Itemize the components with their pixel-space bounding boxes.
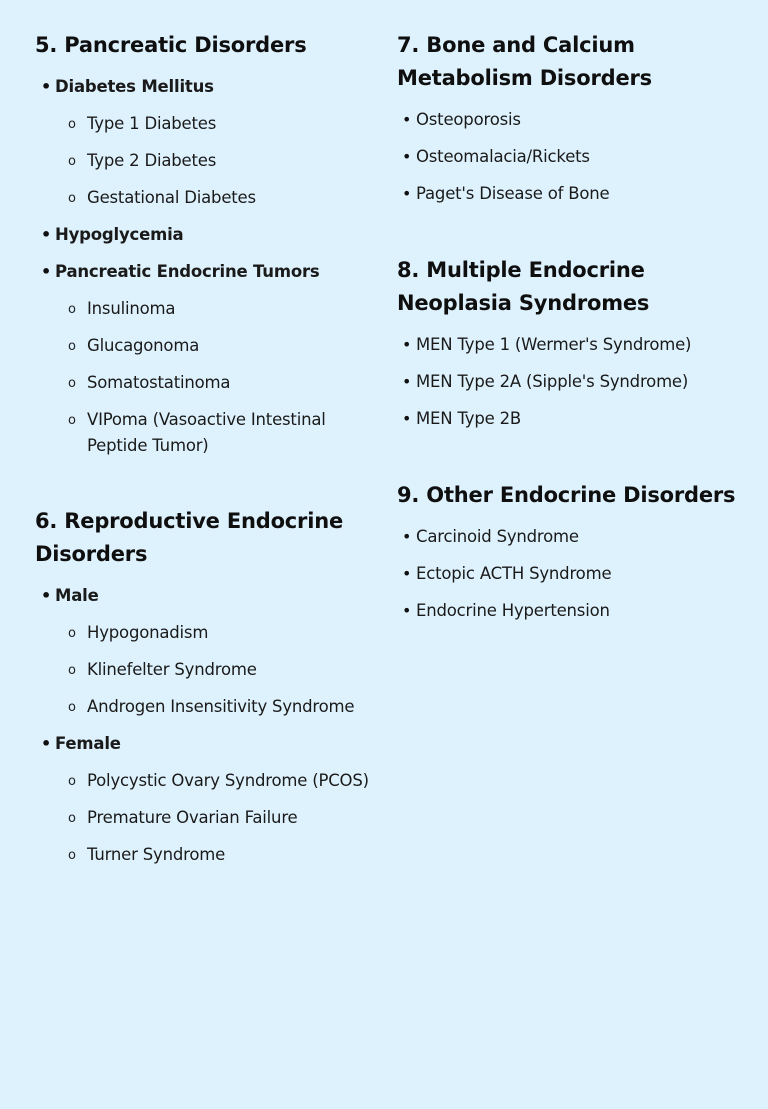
item-label: Insulinoma: [87, 299, 176, 318]
item-label: MEN Type 2A (Sipple's Syndrome): [416, 372, 689, 391]
list-item-vipoma: [68, 407, 326, 459]
list-item-hypoglycemia: [41, 222, 184, 248]
item-label: MEN Type 1 (Wermer's Syndrome): [416, 335, 692, 354]
item-label: Osteoporosis: [416, 110, 521, 129]
item-label: Hypoglycemia: [55, 225, 184, 244]
bullet-icon: •: [402, 601, 412, 620]
item-label: Endocrine Hypertension: [416, 601, 610, 620]
sub-bullet-icon: o: [68, 626, 76, 641]
list-item-hypogonadism: [68, 620, 209, 646]
bullet-icon: •: [402, 564, 412, 583]
list-item-carcinoid: [402, 524, 579, 550]
bullet-icon: •: [41, 262, 52, 281]
sub-bullet-icon: o: [68, 302, 76, 317]
list-item-endocrine-hypertension: [402, 598, 610, 624]
title-line2: Metabolism Disorders: [397, 66, 652, 90]
list-item-premature-ovarian-failure: [68, 805, 298, 831]
list-item-androgen-insensitivity: [68, 694, 355, 720]
sub-bullet-icon: o: [68, 191, 76, 206]
title-line2: Disorders: [35, 542, 148, 566]
list-item-female: [41, 731, 121, 757]
title-line1: 8. Multiple Endocrine: [397, 258, 645, 282]
list-item-diabetes-mellitus: [41, 74, 214, 100]
sub-bullet-icon: o: [68, 700, 76, 715]
item-label-line1: VIPoma (Vasoactive Intestinal: [87, 410, 326, 429]
section-title-other: 9. Other Endocrine Disorders: [397, 483, 736, 507]
title-line1: 6. Reproductive Endocrine: [35, 509, 343, 533]
sub-bullet-icon: o: [68, 663, 76, 678]
item-label: Ectopic ACTH Syndrome: [416, 564, 612, 583]
item-label: MEN Type 2B: [416, 409, 522, 428]
bullet-icon: •: [402, 527, 412, 546]
item-label: Polycystic Ovary Syndrome (PCOS): [87, 771, 369, 790]
item-label: Turner Syndrome: [87, 845, 226, 864]
list-item-male: [41, 583, 99, 609]
item-label: Glucagonoma: [87, 336, 200, 355]
item-label: Paget's Disease of Bone: [416, 184, 610, 203]
list-item-glucagonoma: [68, 333, 200, 359]
list-item-somatostatinoma: [68, 370, 231, 396]
bullet-icon: •: [41, 225, 52, 244]
list-item-pancreatic-tumors: [41, 259, 320, 285]
item-label: Pancreatic Endocrine Tumors: [55, 262, 320, 281]
bullet-icon: •: [402, 147, 412, 166]
bullet-icon: •: [402, 184, 412, 203]
sub-bullet-icon: o: [68, 774, 76, 789]
list-item-pcos: [68, 768, 369, 794]
item-label: Androgen Insensitivity Syndrome: [87, 697, 355, 716]
list-item-insulinoma: [68, 296, 176, 322]
title-line2: Neoplasia Syndromes: [397, 291, 650, 315]
list-item-men2b: [402, 406, 522, 432]
list-item-men2a: [402, 369, 689, 395]
item-label: Male: [55, 586, 99, 605]
bullet-icon: •: [402, 409, 412, 428]
title-line1: 7. Bone and Calcium: [397, 33, 635, 57]
bullet-icon: •: [41, 77, 52, 96]
section-title-men: [397, 254, 649, 320]
sub-bullet-icon: o: [68, 811, 76, 826]
item-label: Gestational Diabetes: [87, 188, 256, 207]
item-label: Type 1 Diabetes: [87, 114, 217, 133]
list-item-osteomalacia: [402, 144, 590, 170]
bullet-icon: •: [402, 372, 412, 391]
bullet-icon: •: [402, 335, 412, 354]
sub-bullet-icon: o: [68, 413, 76, 428]
item-label: Klinefelter Syndrome: [87, 660, 257, 679]
section-title-reproductive: [35, 505, 343, 571]
sub-bullet-icon: o: [68, 376, 76, 391]
list-item-ectopic-acth: [402, 561, 612, 587]
item-label: Somatostatinoma: [87, 373, 231, 392]
item-label: Female: [55, 734, 121, 753]
sub-bullet-icon: o: [68, 848, 76, 863]
list-item-klinefelter: [68, 657, 257, 683]
list-item-gestational-diabetes: [68, 185, 256, 211]
item-label: Hypogonadism: [87, 623, 209, 642]
sub-bullet-icon: o: [68, 154, 76, 169]
sub-bullet-icon: o: [68, 117, 76, 132]
list-item-men1: [402, 332, 692, 358]
section-title-pancreatic: 5. Pancreatic Disorders: [35, 33, 307, 57]
list-item-type2-diabetes: [68, 148, 217, 174]
bullet-icon: •: [41, 734, 52, 753]
bullet-icon: •: [41, 586, 52, 605]
section-title-bone: [397, 29, 652, 95]
sub-bullet-icon: o: [68, 339, 76, 354]
item-label: Type 2 Diabetes: [87, 151, 217, 170]
item-label: Premature Ovarian Failure: [87, 808, 298, 827]
list-item-turner: [68, 842, 226, 868]
list-item-paget: [402, 181, 610, 207]
bullet-icon: •: [402, 110, 412, 129]
list-item-type1-diabetes: [68, 111, 217, 137]
list-item-osteoporosis: [402, 107, 521, 133]
item-label: Diabetes Mellitus: [55, 77, 214, 96]
item-label: Carcinoid Syndrome: [416, 527, 579, 546]
item-label-line2: Peptide Tumor): [87, 436, 209, 455]
item-label: Osteomalacia/Rickets: [416, 147, 590, 166]
